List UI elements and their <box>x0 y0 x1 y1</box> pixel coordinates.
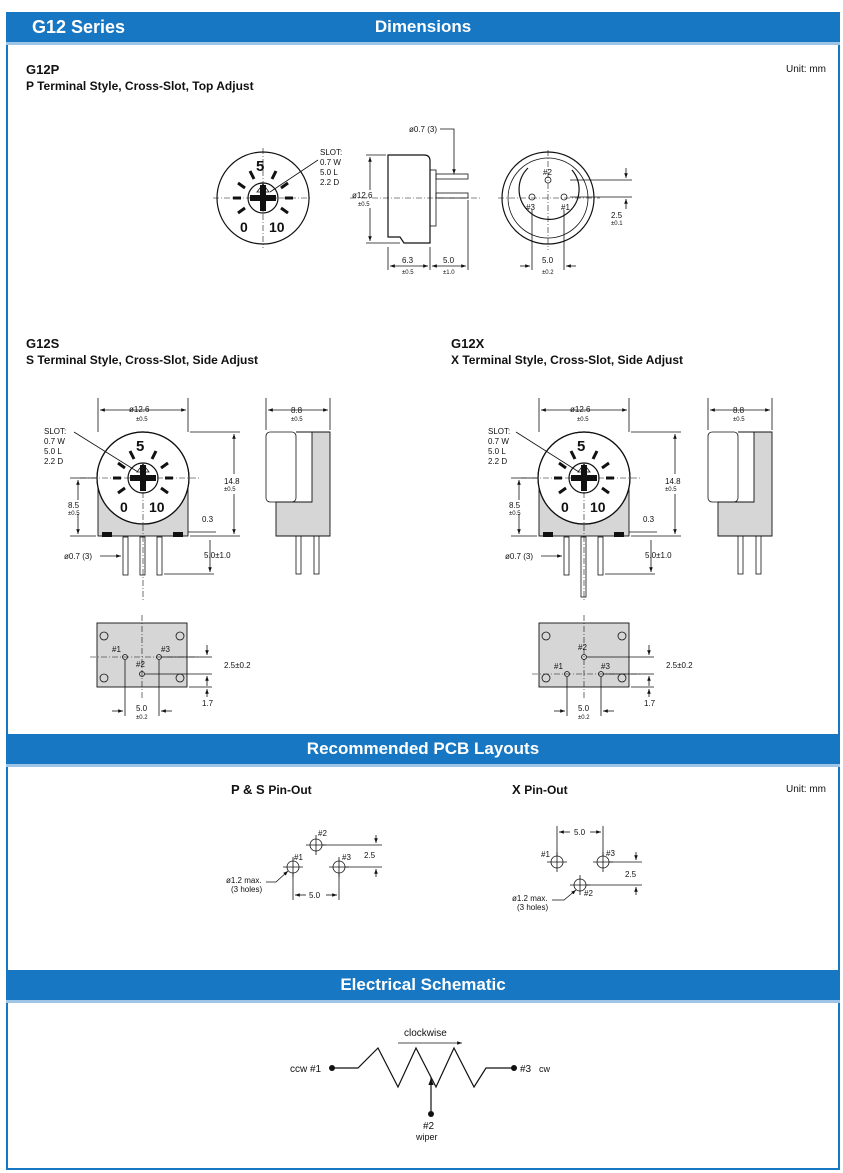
dial-mark-0: 0 <box>240 219 248 235</box>
g12p-bottom-view <box>498 150 632 276</box>
x-dim-2-5: 2.5±0.2 <box>666 661 693 670</box>
dim-6-3-tol: ±0.5 <box>402 270 414 276</box>
slot-length: 5.0 L <box>320 168 338 177</box>
dim-2-5: 2.5 <box>611 211 623 220</box>
g12x-front-view <box>488 398 681 600</box>
x-pcb-layout <box>512 826 642 912</box>
x-dim-5-0-bottom-tol: ±0.2 <box>578 715 590 721</box>
ps-pcb-pin-3: #3 <box>342 853 351 862</box>
x-dial-mark-10: 10 <box>590 499 606 515</box>
x-pcb-holes: ø1.2 max. <box>512 894 548 903</box>
dim-dia-tol: ±0.5 <box>358 202 370 208</box>
ps-pcb-holes: ø1.2 max. <box>226 876 262 885</box>
section-title-dimensions: Dimensions <box>374 17 472 36</box>
dim-5-0-bottom-tol: ±0.2 <box>542 270 554 276</box>
g12x-side-view <box>708 398 772 574</box>
s-dim-8-5: 8.5 <box>68 501 80 510</box>
dim-pin-diameter: ø0.7 (3) <box>409 125 438 134</box>
g12s-title: G12S <box>26 336 60 351</box>
x-slot-width: 0.7 W <box>488 437 509 446</box>
x-slot-depth: 2.2 D <box>488 457 508 466</box>
s-dim-dia-tol: ±0.5 <box>136 417 148 423</box>
x-dim-8-8-tol: ±0.5 <box>733 417 745 423</box>
x-pcb-dim-2-5: 2.5 <box>625 870 637 879</box>
schematic-wiper-pin: #2 <box>423 1121 435 1132</box>
s-dim-0-3: 0.3 <box>202 515 214 524</box>
x-dim-8-5: 8.5 <box>509 501 521 510</box>
x-dim-1-7: 1.7 <box>644 699 656 708</box>
s-dim-1-7: 1.7 <box>202 699 214 708</box>
s-dim-5-0-bottom-tol: ±0.2 <box>136 715 148 721</box>
x-pcb-dim-5-0: 5.0 <box>574 828 586 837</box>
x-pin-3: #3 <box>601 662 610 671</box>
electrical-schematic <box>290 1028 551 1142</box>
schematic-cw-pin: #3 <box>520 1064 532 1075</box>
g12s-front-view <box>44 398 240 600</box>
x-slot-title: SLOT: <box>488 427 511 436</box>
x-dim-8-8: 8.8 <box>733 406 745 415</box>
x-pcb-holes-count: (3 holes) <box>517 903 549 912</box>
s-pin-2: #2 <box>136 660 145 669</box>
x-dim-5-0-bottom: 5.0 <box>578 704 590 713</box>
schematic-cw: cw <box>539 1064 550 1074</box>
x-dim-14-8: 14.8 <box>665 477 681 486</box>
dial-mark-5: 5 <box>256 158 265 175</box>
ps-pcb-pin-1: #1 <box>294 853 303 862</box>
x-dial-mark-0: 0 <box>561 499 569 515</box>
dim-dia-12-6: ø12.6 <box>352 191 373 200</box>
x-dim-pin: ø0.7 (3) <box>505 552 534 561</box>
x-slot-length: 5.0 L <box>488 447 506 456</box>
slot-width: 0.7 W <box>320 158 341 167</box>
dim-5-0-bottom: 5.0 <box>542 256 554 265</box>
dim-5-0: 5.0 <box>443 256 455 265</box>
unit-label-pcb: Unit: mm <box>786 784 826 795</box>
x-dial-mark-5: 5 <box>577 438 586 455</box>
g12p-title: G12P <box>26 62 60 77</box>
s-dim-14-8-tol: ±0.5 <box>224 487 236 493</box>
g12s-bottom-view <box>90 615 251 721</box>
x-dim-0-3: 0.3 <box>643 515 655 524</box>
slot-depth: 2.2 D <box>320 178 340 187</box>
schematic-ccw: ccw #1 <box>290 1064 322 1075</box>
unit-label: Unit: mm <box>786 64 826 75</box>
s-dim-5-0: 5.0±1.0 <box>204 551 231 560</box>
x-dim-dia-tol: ±0.5 <box>577 417 589 423</box>
x-pcb-pin-3: #3 <box>606 849 615 858</box>
x-pin-2: #2 <box>578 643 587 652</box>
g12x-bottom-view <box>532 615 693 721</box>
dial-mark-10: 10 <box>269 219 285 235</box>
ps-pcb-layout <box>226 829 382 900</box>
x-pinout-label: Pin-Out <box>524 783 568 797</box>
x-dim-14-8-tol: ±0.5 <box>665 487 677 493</box>
s-dial-mark-10: 10 <box>149 499 165 515</box>
s-dial-mark-5: 5 <box>136 438 145 455</box>
s-slot-depth: 2.2 D <box>44 457 64 466</box>
g12x-subtitle: X Terminal Style, Cross-Slot, Side Adjust <box>451 353 684 367</box>
g12s-side-view <box>266 398 330 574</box>
g12s-subtitle: S Terminal Style, Cross-Slot, Side Adjust <box>26 353 259 367</box>
s-dim-dia: ø12.6 <box>129 405 150 414</box>
pin-3-label: #3 <box>526 203 535 212</box>
s-dim-2-5: 2.5±0.2 <box>224 661 251 670</box>
x-pinout-bold: X <box>512 782 521 797</box>
dim-2-5-tol: ±0.1 <box>611 221 623 227</box>
ps-pcb-dim-5-0: 5.0 <box>309 891 321 900</box>
schematic-wiper: wiper <box>416 1132 438 1142</box>
series-title: G12 Series <box>32 17 126 37</box>
slot-title: SLOT: <box>320 148 343 157</box>
s-dim-14-8: 14.8 <box>224 477 240 486</box>
x-pcb-pin-2: #2 <box>584 889 593 898</box>
x-dim-5-0: 5.0±1.0 <box>645 551 672 560</box>
pcb-section-title: Recommended PCB Layouts <box>306 739 540 758</box>
s-dim-8-5-tol: ±0.5 <box>68 511 80 517</box>
ps-pcb-holes-count: (3 holes) <box>231 885 263 894</box>
x-dim-8-5-tol: ±0.5 <box>509 511 521 517</box>
s-pin-1: #1 <box>112 645 121 654</box>
g12p-top-view <box>213 148 342 248</box>
x-pin-1: #1 <box>554 662 563 671</box>
s-dim-pin: ø0.7 (3) <box>64 552 93 561</box>
g12p-side-view <box>350 125 480 276</box>
ps-pcb-dim-2-5: 2.5 <box>364 851 376 860</box>
dim-6-3: 6.3 <box>402 256 414 265</box>
s-dial-mark-0: 0 <box>120 499 128 515</box>
s-pin-3: #3 <box>161 645 170 654</box>
ps-pinout-bold: P & S <box>231 782 265 797</box>
s-dim-5-0-bottom: 5.0 <box>136 704 148 713</box>
s-dim-8-8-tol: ±0.5 <box>291 417 303 423</box>
ps-pinout-label: Pin-Out <box>268 783 312 797</box>
pin-2-label: #2 <box>543 168 552 177</box>
s-slot-title: SLOT: <box>44 427 67 436</box>
x-dim-dia: ø12.6 <box>570 405 591 414</box>
pin-1-label: #1 <box>561 203 570 212</box>
schematic-section-title: Electrical Schematic <box>340 975 506 994</box>
ps-pcb-pin-2: #2 <box>318 829 327 838</box>
schematic-clockwise: clockwise <box>404 1028 447 1039</box>
dim-5-0-tol: ±1.0 <box>443 270 455 276</box>
s-slot-width: 0.7 W <box>44 437 65 446</box>
s-slot-length: 5.0 L <box>44 447 62 456</box>
g12x-title: G12X <box>451 336 485 351</box>
s-dim-8-8: 8.8 <box>291 406 303 415</box>
x-pcb-pin-1: #1 <box>541 850 550 859</box>
g12p-subtitle: P Terminal Style, Cross-Slot, Top Adjust <box>26 79 254 93</box>
